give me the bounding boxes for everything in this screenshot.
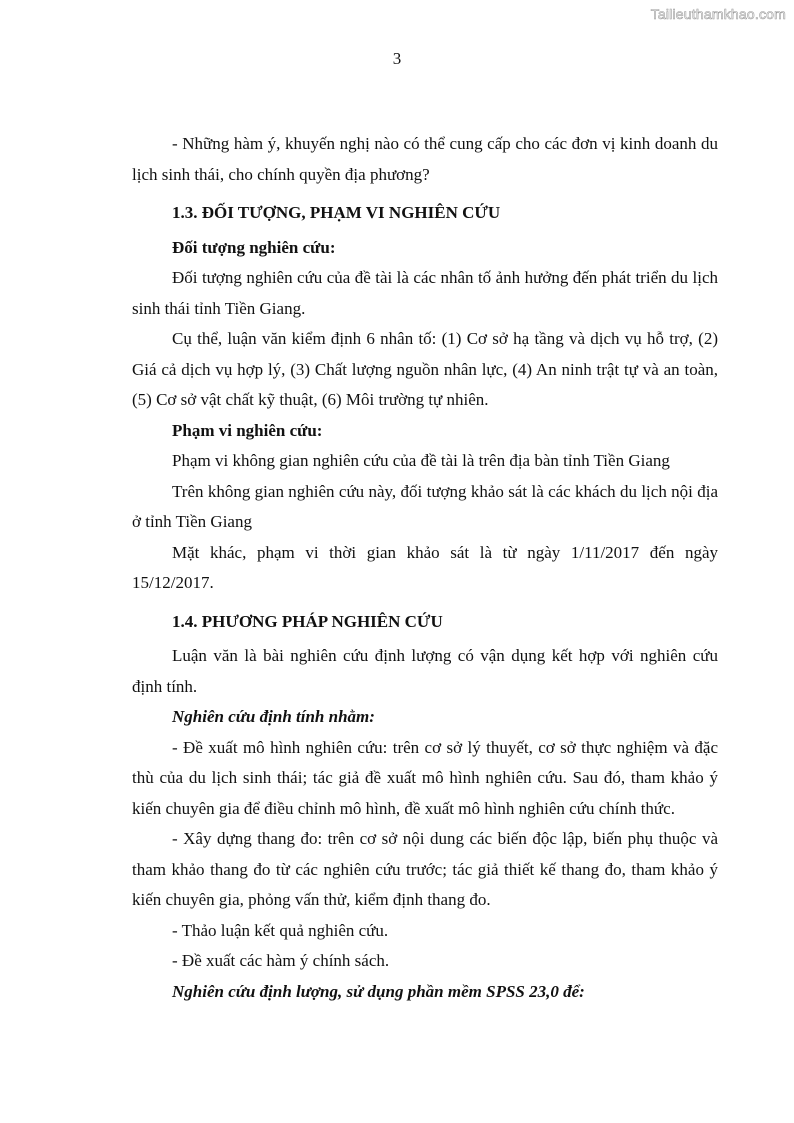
paragraph-propose-model: - Đề xuất mô hình nghiên cứu: trên cơ sở lý thuyết, cơ sở thực nghiệm và đặc thù của du lịch sinh thái; tác giả đề xuất mô hình nghiên cứu. Sau đó, tham khảo ý kiến chuyên gia để điều chỉnh mô hình, đề xuất mô hình nghiên cứu chính thức. [132, 737, 718, 818]
paragraph-spatial-scope: Phạm vi không gian nghiên cứu của đề tài là trên địa bàn tỉnh Tiền Giang [172, 451, 670, 470]
subheading-research-object: Đối tượng nghiên cứu: [172, 237, 336, 257]
paragraph-build-scale: - Xây dựng thang đo: trên cơ sở nội dung các biến độc lập, biến phụ thuộc và tham khảo thang đo từ các nghiên cứu trước; tác giả thiết kế thang đo, tham khảo ý kiến chuyên gia, phỏng vấn thử, kiểm định thang đo. [132, 829, 718, 909]
section-heading-1-3: 1.3. ĐỐI TƯỢNG, PHẠM VI NGHIÊN CỨU [172, 203, 501, 222]
watermark: Tailieuthamkhao.com [650, 6, 786, 22]
subheading-research-scope: Phạm vi nghiên cứu: [172, 420, 323, 440]
paragraph-time-scope: Mặt khác, phạm vi thời gian khảo sát là từ ngày 1/11/2017 đến ngày 15/12/2017. [132, 542, 718, 592]
paragraph-six-factors: Cụ thể, luận văn kiểm định 6 nhân tố: (1) Cơ sở hạ tầng và dịch vụ hỗ trợ, (2) Giá cả dịch vụ hợp lý, (3) Chất lượng nguồn nhân lực, (4) An ninh trật tự và an toàn, (5) Cơ sở vật chất kỹ thuật, (6) Môi trường tự nhiên. [132, 329, 718, 409]
subheading-quantitative: Nghiên cứu định lượng, sử dụng phần mềm SPSS 23,0 để: [172, 981, 585, 1001]
page-number: 3 [392, 49, 402, 68]
paragraph-research-object: Đối tượng nghiên cứu của đề tài là các nhân tố ảnh hưởng đến phát triển du lịch sinh thái tỉnh Tiền Giang. [132, 268, 718, 318]
paragraph-survey-subjects: Trên không gian nghiên cứu này, đối tượng khảo sát là các khách du lịch nội địa ở tỉnh Tiền Giang [132, 481, 718, 531]
paragraph-method-overview: Luận văn là bài nghiên cứu định lượng có vận dụng kết hợp với nghiên cứu định tính. [132, 646, 718, 696]
paragraph-implications: - Những hàm ý, khuyến nghị nào có thể cung cấp cho các đơn vị kinh doanh du lịch sinh thái, cho chính quyền địa phương? [132, 134, 718, 184]
paragraph-policy-implications: - Đề xuất các hàm ý chính sách. [172, 951, 390, 970]
section-heading-1-4: 1.4. PHƯƠNG PHÁP NGHIÊN CỨU [172, 611, 443, 631]
paragraph-discuss-results: - Thảo luận kết quả nghiên cứu. [172, 920, 389, 940]
document-body [132, 129, 718, 1007]
subheading-qualitative: Nghiên cứu định tính nhằm: [172, 707, 375, 726]
